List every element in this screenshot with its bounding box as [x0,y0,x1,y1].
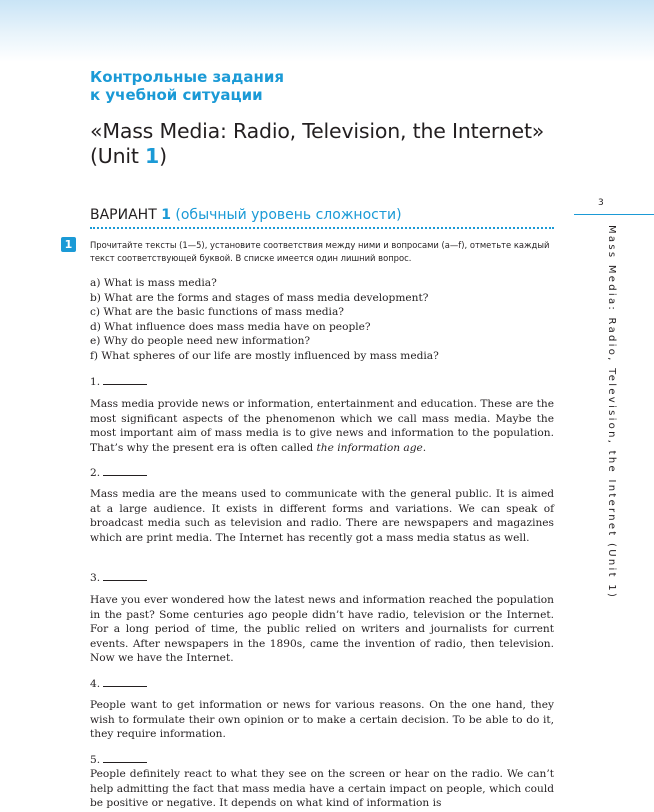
task-instruction: Прочитайте тексты (1—5), установите соответствия между ними и вопросами (a—f), отметьте каждый текст соответствующей буквой. В списке имеется один лишний вопрос. [90,240,550,263]
variant-heading [90,206,560,224]
title-line-1: «Mass Media: Radio, Television, the Internet» [90,119,545,143]
text-2-body: Mass media are the means used to communicate with the general public. It is aimed at a large audience. It exists in different forms and variations. We can speak of broadcast media such as television and radio. There are newspapers and magazines which are print media. The Internet has recently got a mass media status as well. [90,488,554,544]
dotted-divider [90,227,554,229]
text-number: 3. [90,572,101,584]
kicker-line-2: к учебной ситуации [90,86,263,104]
page-number: 3 [598,198,604,208]
page-title [90,119,570,169]
question-item: f) What spheres of our life are mostly influenced by mass media? [90,349,439,362]
margin-rule [574,214,654,215]
text-4-answer [90,676,160,691]
question-item: b) What are the forms and stages of mass media development? [90,291,429,304]
question-item: e) Why do people need new information? [90,335,311,348]
title-line-2 [90,144,570,169]
text-5-answer [90,752,160,767]
variant-level: (обычный уровень сложности) [170,207,402,223]
question-item: d) What influence does mass media have on people? [90,320,371,333]
question-list [90,276,560,364]
answer-blank[interactable] [103,374,147,385]
answer-blank[interactable] [103,676,147,687]
section-kicker [90,68,420,104]
text-1-body: Mass media provide news or information, entertainment and education. These are the most significant aspects of the phenomenon which we call mass media. Maybe the most important aim of mass media is to give news and information to the population. That’s why the present era is often called the information age. [90,398,554,454]
answer-blank[interactable] [103,570,147,581]
text-number: 2. [90,467,101,479]
text-5-body: People definitely react to what they see on the screen or hear on the radio. We can’t help admitting the fact that mass media have a certain impact on people, which could be positive or negative. It depends on what kind of information is [90,768,554,810]
emphasis-term: the information age [316,441,423,454]
text-number: 5. [90,754,101,766]
task-number-badge: 1 [61,237,76,252]
running-title: Mass Media: Radio, Television, the Internet (Unit 1) [606,225,617,600]
text-3-answer [90,570,160,585]
text-number: 4. [90,678,101,690]
text-3-body: Have you ever wondered how the latest news and information reached the population in the past? Some centuries ago people didn’t have radio, television or the Internet. For a long period of time, the public relied on writers and journalists for current events. After newspapers in the 1890s, came the invention of radio, then television. Now we have the Internet. [90,594,554,665]
title-suffix: ) [159,144,167,168]
answer-blank[interactable] [103,752,147,763]
header-band [0,0,654,62]
question-item: c) What are the basic functions of mass media? [90,306,344,319]
variant-label: ВАРИАНТ [90,207,162,223]
kicker-line-1: Контрольные задания [90,68,285,86]
text-2-answer [90,465,160,480]
answer-blank[interactable] [103,465,147,476]
question-item: a) What is mass media? [90,277,217,289]
text-4-body: People want to get information or news for various reasons. On the one hand, they wish to formulate their own opinion or to make a certain decision. To be able to do it, they require information. [90,699,554,741]
unit-number: 1 [145,144,160,168]
text-number: 1. [90,376,101,388]
variant-number: 1 [161,207,171,223]
text-1-answer [90,374,160,389]
title-prefix: (Unit [90,144,146,168]
